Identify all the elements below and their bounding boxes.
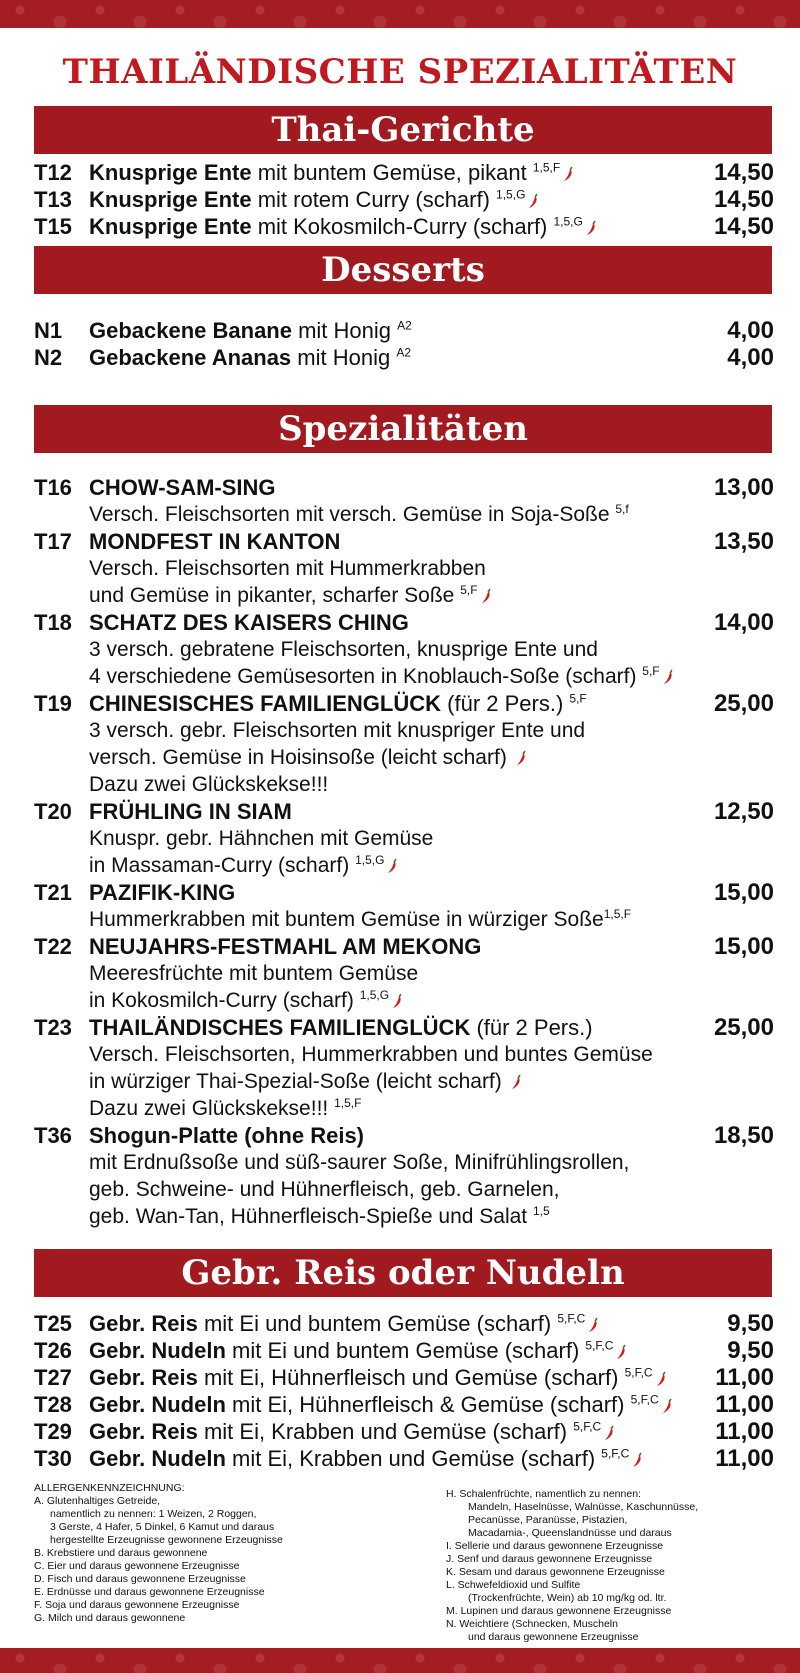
item-description-line: und Gemüse in pikanter, scharfer Soße $^{5,F}$ (34, 582, 774, 609)
allergen-codes: 5,F (642, 664, 660, 678)
item-code: N1 (34, 318, 63, 343)
item-code: T27 (34, 1365, 72, 1390)
allergen-codes: 5,F,C (630, 1392, 659, 1407)
item-code: T28 (34, 1392, 72, 1417)
item-description-line: in würziger Thai-Spezial-Soße (leicht scharf) (34, 1068, 774, 1095)
item-price: 9,50 (727, 1337, 774, 1364)
item-description-line: Hummerkrabben mit buntem Gemüse in würziger Soße$^{1,5,F}$ (89, 907, 632, 931)
item-name: THAILÄNDISCHES FAMILIENGLÜCK (89, 1015, 471, 1040)
allergen-line: D. Fisch und daraus gewonnene Erzeugnisse (34, 1573, 246, 1585)
item-description-line: Meeresfrüchte mit buntem Gemüse (89, 962, 419, 985)
item-name: Gebr. Reis (89, 1311, 198, 1336)
allergen-codes: 5,F (569, 691, 587, 706)
item-description-line: 3 versch. gebr. Fleischsorten mit knuspriger Ente und (89, 719, 586, 742)
allergen-codes: 1,5,G (359, 988, 390, 1002)
item-text (89, 474, 276, 501)
item-text (89, 1445, 643, 1472)
item-name: Shogun-Platte (ohne Reis) (89, 1123, 364, 1148)
item-name: PAZIFIK-KING (89, 880, 236, 905)
item-code: T12 (34, 160, 72, 185)
allergen-line: und daraus gewonnene Erzeugnisse (468, 1631, 639, 1643)
allergen-line: A. Glutenhaltiges Getreide, (34, 1495, 161, 1507)
item-extra: (für 2 Pers.) (470, 1015, 593, 1040)
allergen-codes: 5,F,C (573, 1419, 602, 1434)
item-name: Knusprige Ente (89, 187, 252, 212)
allergen-codes: 1,5,F (532, 160, 561, 175)
item-desc: mit Ei, Hühnerfleisch & Gemüse (scharf) (225, 1392, 631, 1417)
chili-icon (515, 750, 527, 766)
item-code: T25 (34, 1311, 72, 1336)
item-price: 14,00 (713, 609, 774, 636)
item-code: T13 (34, 187, 72, 212)
item-price: 14,50 (713, 159, 774, 186)
allergen-line: L. Schwefeldioxid und Sulfite (446, 1579, 581, 1591)
allergen-codes: 1,5,F (334, 1096, 362, 1110)
item-desc: mit Honig (291, 345, 397, 370)
item-description-line: 3 versch. gebratene Fleischsorten, knusprige Ente und (89, 638, 598, 661)
allergen-line: Mandeln, Haselnüsse, Walnüsse, Kaschunnüsse, (468, 1501, 699, 1513)
item-text (89, 213, 597, 240)
section-heading-thai: Thai-Gerichte (34, 106, 772, 154)
allergen-codes: 1,5,F (603, 907, 632, 921)
chili-icon (510, 1074, 522, 1090)
allergen-line: I. Sellerie und daraus gewonnene Erzeugnisse (446, 1540, 664, 1552)
allergen-codes: 1,5,G (553, 214, 583, 229)
item-text (89, 1391, 673, 1418)
item-code: T18 (34, 610, 72, 635)
allergen-line: F. Soja und daraus gewonnene Erzeugnisse (34, 1599, 240, 1611)
item-name: CHINESISCHES FAMILIENGLÜCK (89, 691, 442, 716)
bottom-decor-band (0, 1648, 800, 1673)
menu-item (34, 474, 774, 501)
allergen-line: H. Schalenfrüchte, namentlich zu nennen: (446, 1488, 641, 1500)
item-code: T26 (34, 1338, 72, 1363)
item-description-line: mit Erdnußsoße und süß-saurer Soße, Minifrühlingsrollen, (89, 1151, 630, 1174)
item-code: T21 (34, 880, 72, 905)
menu-item (34, 1445, 774, 1472)
item-name: Gebackene Ananas (89, 345, 292, 370)
allergen-codes: 1,5,G (355, 853, 385, 867)
item-description-line: 4 verschiedene Gemüsesorten in Knoblauch-Soße (scharf) $^{5,F}$ (34, 663, 774, 690)
allergen-line: E. Erdnüsse und daraus gewonnene Erzeugnisse (34, 1586, 265, 1598)
item-text (89, 690, 587, 717)
item-text (89, 528, 340, 555)
item-code: T16 (34, 475, 72, 500)
thai-items (34, 159, 774, 240)
item-code: T17 (34, 529, 72, 554)
specialty-items (34, 474, 774, 1230)
menu-item (34, 879, 774, 906)
allergen-codes: 5,F (460, 583, 478, 597)
menu-item (34, 1418, 774, 1445)
chili-icon (480, 588, 492, 604)
top-decor-band (0, 0, 800, 28)
allergen-line: K. Sesam und daraus gewonnene Erzeugnisse (446, 1566, 665, 1578)
chili-icon (655, 1371, 667, 1387)
dessert-items (34, 317, 774, 371)
item-price: 13,50 (713, 528, 774, 555)
allergen-codes: 5,F,C (585, 1338, 614, 1353)
item-desc: mit Ei, Hühnerfleisch und Gemüse (scharf) (197, 1365, 625, 1390)
allergen-codes: 5,f (615, 502, 629, 516)
allergen-codes: 1,5,G (496, 187, 526, 202)
item-desc: mit Ei und buntem Gemüse (scharf) (225, 1338, 586, 1363)
item-desc: mit buntem Gemüse, pikant (251, 160, 533, 185)
allergen-codes: A2 (397, 318, 412, 333)
item-desc: mit Kokosmilch-Curry (scharf) (251, 214, 554, 239)
item-name: Gebr. Nudeln (89, 1392, 226, 1417)
chili-icon (661, 1398, 673, 1414)
item-code: T23 (34, 1015, 72, 1040)
menu-item (34, 213, 774, 240)
allergen-line: Pecanüsse, Paranüsse, Pistazien, (468, 1514, 628, 1526)
item-desc: mit rotem Curry (scharf) (251, 187, 497, 212)
allergen-line: 3 Gerste, 4 Hafer, 5 Dinkel, 6 Kamut und daraus (50, 1521, 275, 1533)
item-price: 15,00 (713, 933, 774, 960)
item-text (89, 1364, 667, 1391)
allergen-codes: 5,F,C (624, 1365, 653, 1380)
item-code: T22 (34, 934, 72, 959)
menu-item (34, 186, 774, 213)
item-description-line: Dazu zwei Glückskekse!!! $^{1,5,F}$ (89, 1096, 362, 1120)
item-name: Gebr. Nudeln (89, 1446, 226, 1471)
item-price: 13,00 (713, 474, 774, 501)
menu-item (34, 609, 774, 636)
allergen-codes: 5,F,C (601, 1446, 630, 1461)
item-description-line: Knuspr. gebr. Hähnchen mit Gemüse (89, 827, 434, 850)
item-description-line: Versch. Fleischsorten mit versch. Gemüse in Soja-Soße $^{5,f}$ (89, 502, 629, 526)
item-description-line: in Kokosmilch-Curry (scharf) $^{1,5,G}$ (34, 987, 774, 1014)
chili-icon (615, 1344, 627, 1360)
item-description-line: geb. Wan-Tan, Hühnerfleisch-Spieße und Salat $^{1,5}$ (89, 1204, 550, 1228)
menu-item (34, 798, 774, 825)
item-price: 4,00 (727, 317, 774, 344)
item-code: N2 (34, 345, 63, 370)
allergen-legend-left (34, 1482, 283, 1625)
allergen-codes: A2 (396, 345, 412, 360)
allergen-codes: 5,F,C (557, 1311, 586, 1326)
menu-item (34, 1122, 774, 1149)
item-text (89, 344, 411, 371)
item-description-line: Versch. Fleischsorten mit Hummerkrabben (89, 557, 486, 580)
item-description-line: Versch. Fleischsorten, Hummerkrabben und buntes Gemüse (89, 1043, 653, 1066)
chili-icon (603, 1425, 615, 1441)
item-desc: mit Ei, Krabben und Gemüse (scharf) (197, 1419, 574, 1444)
item-name: MONDFEST IN KANTON (89, 529, 341, 554)
menu-item (34, 317, 774, 344)
item-price: 4,00 (727, 344, 774, 371)
item-price: 14,50 (713, 213, 774, 240)
item-name: Knusprige Ente (89, 214, 252, 239)
section-heading-specialties: Spezialitäten (34, 405, 772, 453)
allergen-line: hergestellte Erzeugnisse gewonnene Erzeugnisse (50, 1534, 283, 1546)
item-name: Gebr. Nudeln (89, 1338, 226, 1363)
item-text (89, 186, 539, 213)
item-text (89, 798, 292, 825)
chili-icon (585, 220, 597, 236)
item-text (89, 1014, 593, 1041)
chili-icon (386, 858, 398, 874)
chili-icon (662, 669, 674, 685)
allergen-line: N. Weichtiere (Schnecken, Muscheln (446, 1618, 618, 1630)
allergen-line: M. Lupinen und daraus gewonnene Erzeugnisse (446, 1605, 672, 1617)
item-text (89, 933, 481, 960)
menu-item (34, 1337, 774, 1364)
item-text (89, 159, 574, 186)
item-code: T15 (34, 214, 72, 239)
allergen-line: G. Milch und daraus gewonnene (34, 1612, 186, 1624)
menu-item (34, 1364, 774, 1391)
item-code: T19 (34, 691, 72, 716)
section-heading-rice-noodles: Gebr. Reis oder Nudeln (34, 1249, 772, 1297)
item-price: 11,00 (715, 1418, 774, 1445)
item-text (89, 1310, 599, 1337)
item-code: T30 (34, 1446, 72, 1471)
allergen-codes: 1,5 (532, 1204, 550, 1218)
item-price: 11,00 (715, 1391, 774, 1418)
page-title: THAILÄNDISCHE SPEZIALITÄTEN (62, 52, 738, 92)
chili-icon (631, 1452, 643, 1468)
rice-noodle-items (34, 1310, 774, 1472)
item-code: T36 (34, 1123, 72, 1148)
item-price: 18,50 (713, 1122, 774, 1149)
allergen-line: J. Senf und daraus gewonnene Erzeugnisse (446, 1553, 653, 1565)
item-desc: mit Ei, Krabben und Gemüse (scharf) (225, 1446, 602, 1471)
item-price: 25,00 (713, 1014, 774, 1041)
menu-item (34, 1014, 774, 1041)
item-text (89, 317, 412, 344)
item-code: T29 (34, 1419, 72, 1444)
item-text (89, 609, 409, 636)
item-price: 11,00 (715, 1445, 774, 1472)
item-price: 25,00 (713, 690, 774, 717)
item-desc: mit Ei und buntem Gemüse (scharf) (197, 1311, 558, 1336)
menu-item (34, 1391, 774, 1418)
chili-icon (562, 166, 574, 182)
allergen-line: Macadamia-, Queenslandnüsse und daraus (468, 1527, 672, 1539)
menu-item (34, 528, 774, 555)
chili-icon (587, 1317, 599, 1333)
chili-icon (527, 193, 539, 209)
menu-item (34, 690, 774, 717)
menu-item (34, 933, 774, 960)
item-extra: (für 2 Pers.) (441, 691, 570, 716)
item-text (89, 879, 235, 906)
item-text (89, 1418, 615, 1445)
item-description-line: in Massaman-Curry (scharf) $^{1,5,G}$ (34, 852, 774, 879)
menu-item (34, 1310, 774, 1337)
item-price: 9,50 (727, 1310, 774, 1337)
item-code: T20 (34, 799, 72, 824)
item-text (89, 1122, 364, 1149)
allergen-line: B. Krebstiere und daraus gewonnene (34, 1547, 208, 1559)
item-name: Knusprige Ente (89, 160, 252, 185)
item-price: 15,00 (713, 879, 774, 906)
allergen-line: ALLERGENKENNZEICHNUNG: (34, 1482, 185, 1494)
chili-icon (391, 993, 403, 1009)
item-name: CHOW-SAM-SING (89, 475, 276, 500)
item-price: 14,50 (713, 186, 774, 213)
item-name: Gebr. Reis (89, 1419, 198, 1444)
item-name: SCHATZ DES KAISERS CHING (89, 610, 409, 635)
allergen-legend-right (446, 1488, 698, 1644)
item-name: Gebr. Reis (89, 1365, 198, 1390)
item-description-line: versch. Gemüse in Hoisinsoße (leicht scharf) (34, 744, 774, 771)
item-description-line: Dazu zwei Glückskekse!!! (89, 773, 329, 796)
item-name: NEUJAHRS-FESTMAHL AM MEKONG (89, 934, 482, 959)
item-price: 12,50 (713, 798, 774, 825)
item-text (89, 1337, 627, 1364)
menu-item (34, 159, 774, 186)
item-price: 11,00 (715, 1364, 774, 1391)
section-heading-desserts: Desserts (34, 246, 772, 294)
allergen-line: namentlich zu nennen: 1 Weizen, 2 Roggen, (50, 1508, 257, 1520)
allergen-line: (Trockenfrüchte, Wein) ab 10 mg/kg od. ltr. (468, 1592, 667, 1604)
menu-item (34, 344, 774, 371)
item-name: Gebackene Banane (89, 318, 292, 343)
item-description-line: geb. Schweine- und Hühnerfleisch, geb. Garnelen, (89, 1178, 560, 1201)
allergen-line: C. Eier und daraus gewonnene Erzeugnisse (34, 1560, 240, 1572)
item-desc: mit Honig (291, 318, 398, 343)
item-name: FRÜHLING IN SIAM (89, 799, 292, 824)
